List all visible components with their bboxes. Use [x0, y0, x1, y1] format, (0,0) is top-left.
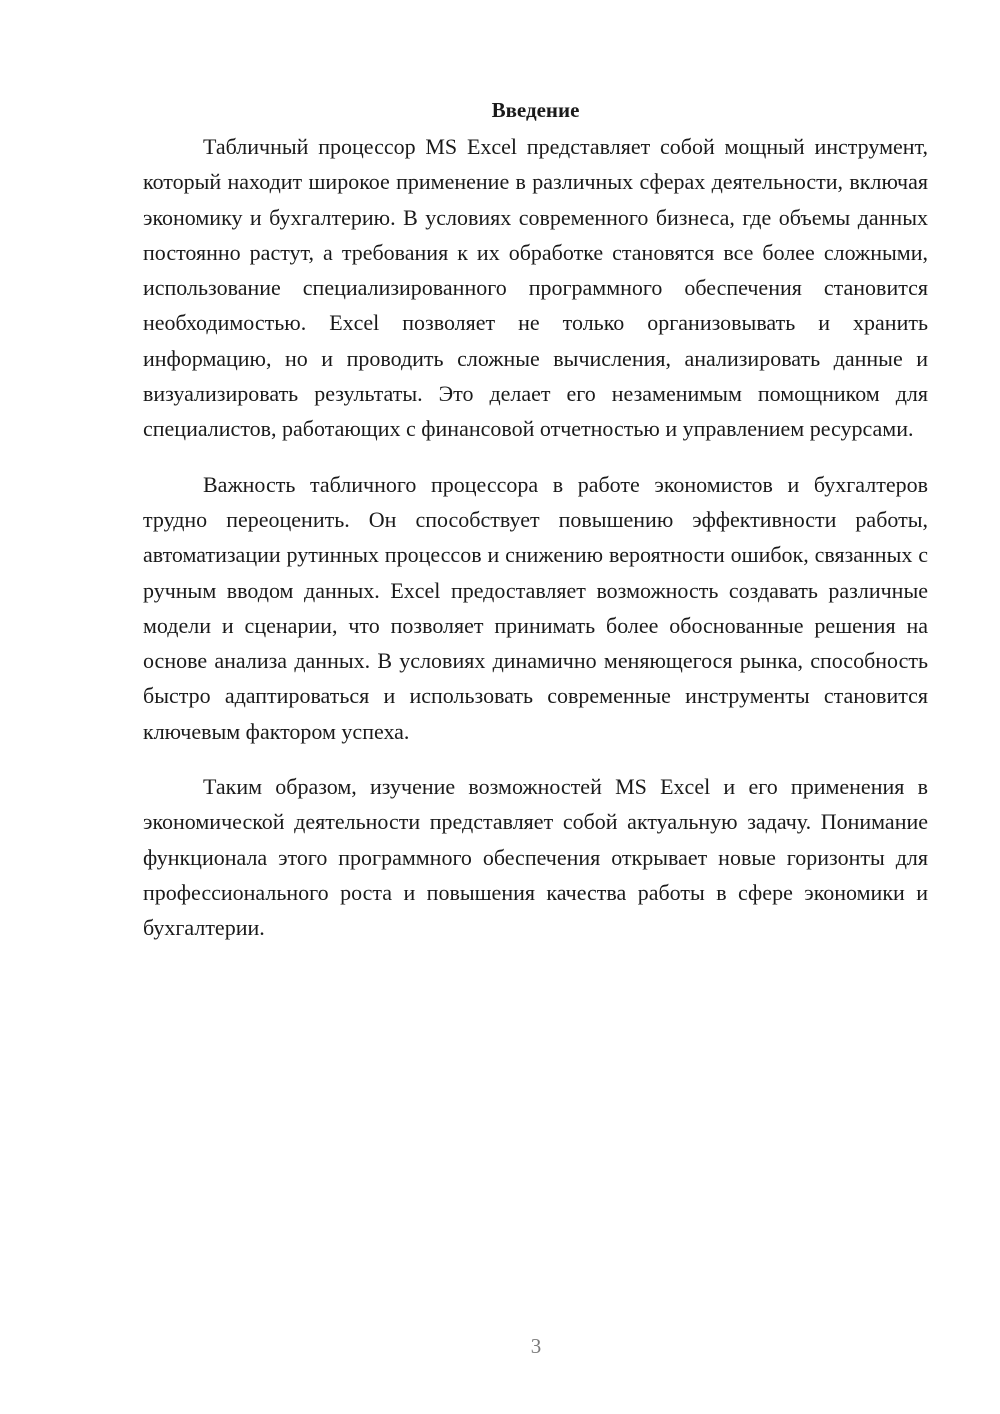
document-page — [143, 92, 928, 966]
paragraph-1: Табличный процессор MS Excel представляет собой мощный инструмент, который находит широкое применение в различных сферах деятельности, включая экономику и бухгалтерию. В условиях современного бизнеса, где объемы данных постоянно растут, а требования к их обработке становятся все более сложными, использование специализированного программного обеспечения становится необходимостью. Excel позволяет не только организовывать и хранить информацию, но и проводить сложные вычисления, анализировать данные и визуализировать результаты. Это делает его незаменимым помощником для специалистов, работающих с финансовой отчетностью и управлением ресурсами. — [143, 134, 928, 442]
paragraph-3: Таким образом, изучение возможностей MS Excel и его применения в экономической деятельности представляет собой актуальную задачу. Понимание функционала этого программного обеспечения открывает новые горизонты для профессионального роста и повышения качества работы в сфере экономики и бухгалтерии. — [143, 774, 928, 941]
section-title: Введение — [491, 98, 580, 122]
paragraph-2: Важность табличного процессора в работе экономистов и бухгалтеров трудно переоценить. Он способствует повышению эффективности работы, автоматизации рутинных процессов и снижению вероятности ошибок, связанных с ручным вводом данных. Excel предоставляет возможность создавать различные модели и сценарии, что позволяет принимать более обоснованные решения на основе анализа данных. В условиях динамично меняющегося рынка, способность быстро адаптироваться и использовать современные инструменты становится ключевым фактором успеха. — [143, 471, 928, 744]
page-number: 3 — [530, 1334, 542, 1358]
